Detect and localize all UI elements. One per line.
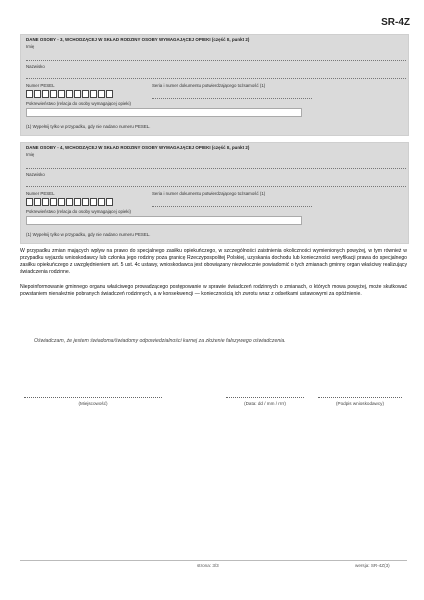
relation-field[interactable] [26,108,302,117]
person-3-section [20,34,409,136]
date-field[interactable] [226,397,304,398]
imie-field[interactable] [26,60,406,61]
document-number-field[interactable] [152,206,312,207]
pesel-input[interactable] [26,198,114,206]
form-id: SR-4Z [381,17,410,28]
form-version: wersja: SR-4Z(3) [355,563,390,568]
changes-notice-paragraph: W przypadku zmian mających wpływ na prawo do specjalnego zasiłku opiekuńczego, w szczególności zaistnienia okoliczności wymienionych powyżej, w tym również w przypadku wyjazdu wnioskodawcy lub członka jego rodziny poza granicę Rzeczypospolitej Polskiej, uzyskania dochodu lub konieczności weryfikacji prawa do specjalnego zasiłku opiekuńczego z uwzględnieniem art. 5 ust. 4c ustawy, wnioskodawca jest obowiązany niezwłocznie powiadomić o tych zmianach gminny organ właściwy realizujący świadczenia rodzinne. [20,248,407,276]
relation-label: Pokrewieństwo (relacja do osoby wymagającej opieki) [26,101,131,106]
pesel-input[interactable] [26,90,114,98]
signature-label: (Podpis wnioskodawcy) [336,401,384,406]
signature-field[interactable] [318,397,402,398]
pesel-note: (1) Wypełnij tylko w przypadku, gdy nie nadano numeru PESEL. [26,124,151,129]
imie-label: Imię [26,152,35,157]
consequences-paragraph: Niepoinformowanie gminnego organu właściwego prowadzącego postępowanie w sprawie świadczeń rodzinnych o zmianach, o których mowa powyżej, może skutkować powstaniem nienależnie pobranych świadczeń rodzinnych, a w konsekwencji — koniecznością ich zwrotu wraz z odsetkami ustawowymi za opóźnienie. [20,284,407,298]
relation-field[interactable] [26,216,302,225]
place-label: (Miejscowość) [78,401,108,406]
imie-label: Imię [26,44,35,49]
pesel-label: Numer PESEL [26,191,55,196]
pesel-label: Numer PESEL [26,83,55,88]
nazwisko-field[interactable] [26,78,406,79]
footer-divider [20,560,407,561]
section-title: DANE OSOBY - 3, WCHODZĄCEJ W SKŁAD RODZINY OSOBY WYMAGAJĄCEJ OPIEKI (część II, punkt 2) [26,37,250,42]
imie-field[interactable] [26,168,406,169]
nazwisko-label: Nazwisko [26,172,45,177]
document-number-label: Seria i numer dokumentu potwierdzającego tożsamość (1) [152,83,266,88]
nazwisko-field[interactable] [26,186,406,187]
section-title: DANE OSOBY - 4, WCHODZĄCEJ W SKŁAD RODZINY OSOBY WYMAGAJĄCEJ OPIEKI (część II, punkt 2) [26,145,250,150]
date-label: (Data: dd / mm / rrrr) [244,401,286,406]
document-number-label: Seria i numer dokumentu potwierdzającego tożsamość (1) [152,191,266,196]
declaration-text: Oświadczam, że jestem świadoma/świadomy odpowiedzialności karnej za złożenie fałszywego oświadczenia. [34,338,286,344]
relation-label: Pokrewieństwo (relacja do osoby wymagającej opieki) [26,209,131,214]
person-4-section [20,142,409,244]
place-field[interactable] [24,397,162,398]
document-number-field[interactable] [152,98,312,99]
page-number: strona: 3/3 [197,563,219,568]
pesel-note: (1) Wypełnij tylko w przypadku, gdy nie nadano numeru PESEL. [26,232,151,237]
nazwisko-label: Nazwisko [26,64,45,69]
